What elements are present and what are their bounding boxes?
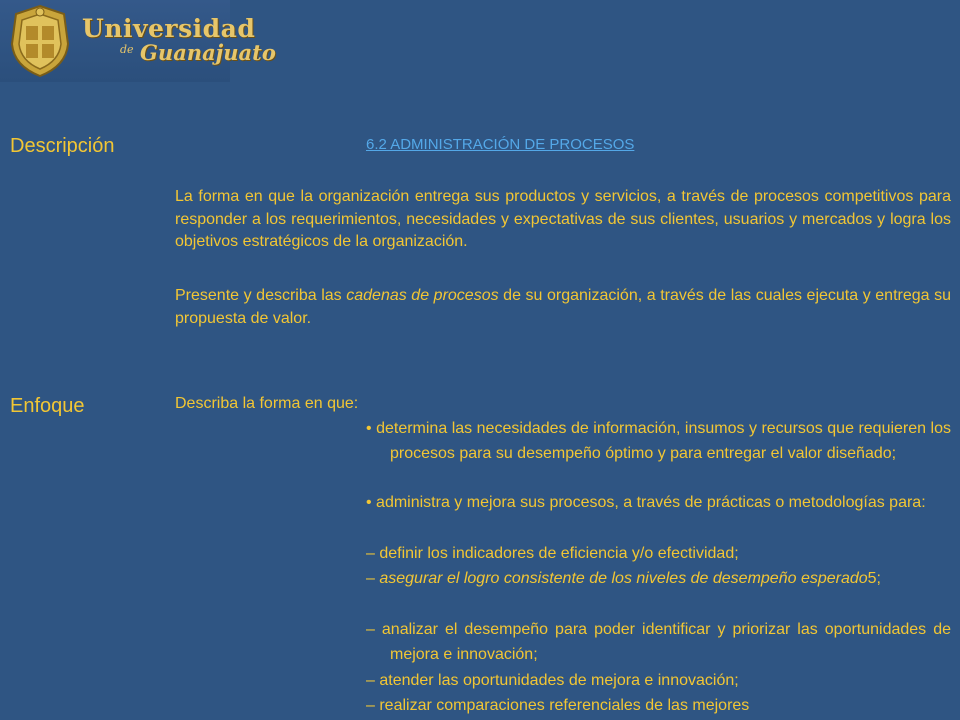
instruction-text-start: Presente y describa las xyxy=(175,287,347,304)
instruction-text-end: de su organización, a través de las cuales ejecuta y entrega su propuesta de valor. xyxy=(175,287,952,327)
dash-item-text: – analizar el desempeño para poder identificar y priorizar las oportunidades de mejora e innovación; xyxy=(366,621,951,663)
university-logo xyxy=(0,0,276,82)
list-item xyxy=(366,416,951,466)
bullet-item-text: • administra y mejora sus procesos, a través de prácticas o metodologías para: xyxy=(366,494,926,511)
university-seal-icon xyxy=(8,4,72,78)
list-item xyxy=(366,693,951,718)
logo-text-de: de xyxy=(120,43,134,56)
list-item xyxy=(366,566,951,591)
list-item xyxy=(366,541,951,566)
dash-item-text: – definir los indicadores de eficiencia y/o efectividad; xyxy=(366,545,739,562)
list-item xyxy=(366,668,951,693)
instruction-paragraph xyxy=(175,285,951,330)
dash-item-italic: asegurar el logro consistente de los niveles de desempeño esperado xyxy=(379,570,868,587)
list-item xyxy=(366,617,951,667)
dash-item-suffix: 5; xyxy=(867,570,881,587)
approach-intro: Describa la forma en que: xyxy=(175,395,359,412)
label-enfoque: Enfoque xyxy=(10,395,85,417)
list-item xyxy=(366,490,951,515)
logo-text-universidad: Universidad xyxy=(82,14,256,43)
label-descripcion: Descripción xyxy=(10,135,115,157)
description-paragraph: La forma en que la organización entrega sus productos y servicios, a través de procesos competitivos para responder a los requerimientos, necesidades y expectativas de sus clientes, usuarios y mercados y logra los objetivos estratégicos de la organización. xyxy=(175,188,951,250)
bullet-item-text: • determina las necesidades de información, insumos y recursos que requieren los procesos para su desempeño óptimo y para entregar el valor diseñado; xyxy=(366,420,951,462)
instruction-text-italic: cadenas de procesos xyxy=(346,287,499,304)
dash-prefix: – xyxy=(366,570,380,587)
logo-text-guanajuato: Guanajuato xyxy=(140,40,276,65)
dash-item-text: – atender las oportunidades de mejora e innovación; xyxy=(366,672,739,689)
section-title-link[interactable]: 6.2 ADMINISTRACIÓN DE PROCESOS xyxy=(366,136,635,153)
dash-item-text: – realizar comparaciones referenciales de las mejores xyxy=(366,697,750,714)
dash-item-text xyxy=(366,566,951,591)
